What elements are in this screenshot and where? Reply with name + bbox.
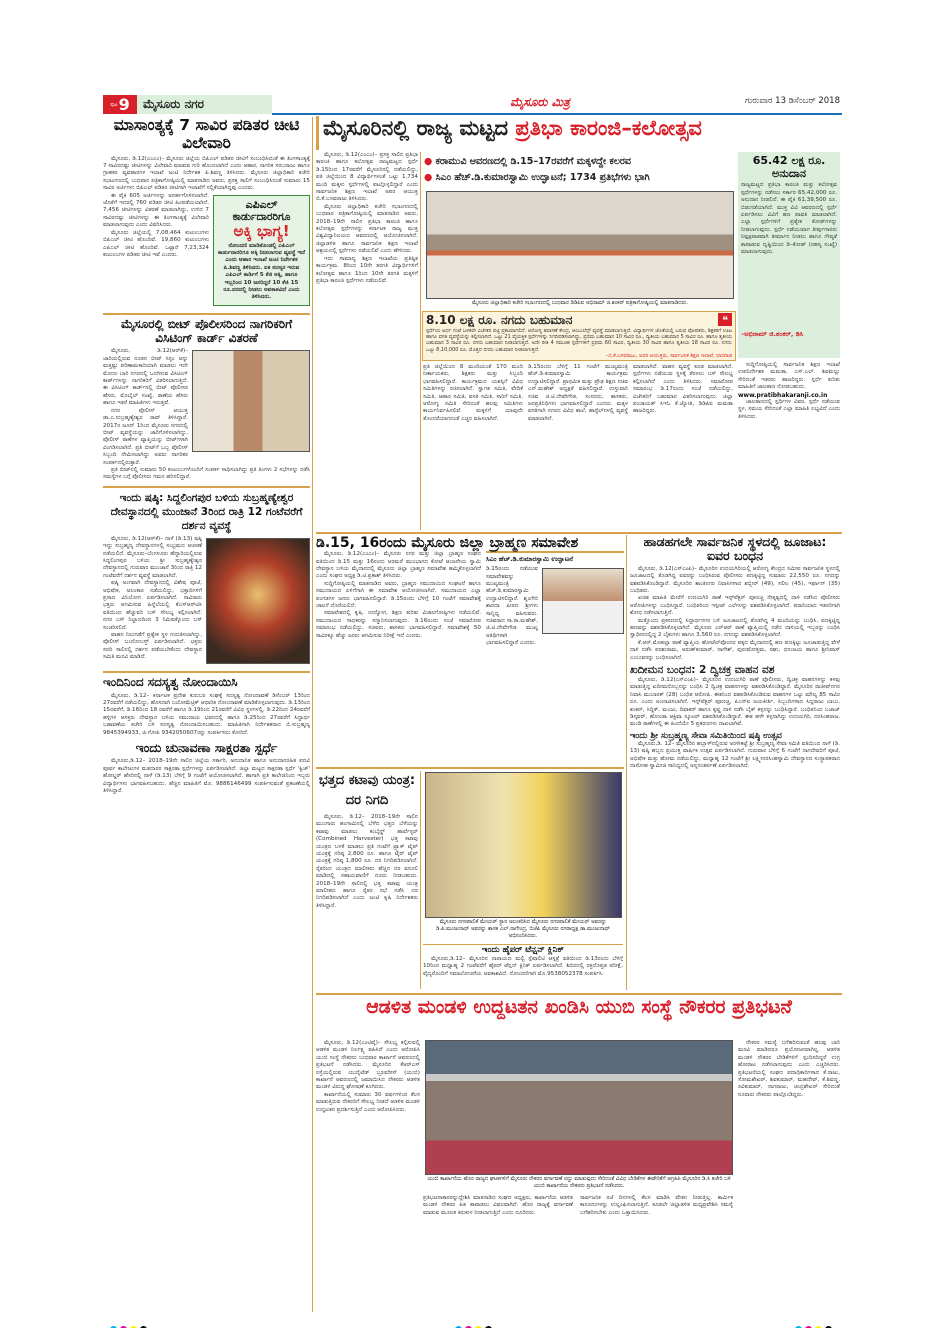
paragraph: ಷಷ್ಠಿ ಅಂಗವಾಗಿ ದೇವಸ್ಥಾನದಲ್ಲಿ ವಿಶೇಷ ಪೂಜೆ, ಅಭಿಷೇಕ, ಅಲಂಕಾರ ನಡೆಯಲಿದ್ದು, ಭಕ್ತಾದಿಗಳಿಗೆ ಪ್ರಸಾದ ವಿನಿಯೋಗ ಏರ್ಪಡಿಸಲಾಗಿದೆ. ಸಾವಿರಾರು ಭಕ್ತರು ಆಗಮಿಸುವ ಹಿನ್ನೆಲೆಯಲ್ಲಿ ಕೆಎಸ್‌ಆರ್‌ಟಿಸಿ ವತಿಯಿಂದ ಹೆಚ್ಚುವರಿ ಬಸ್ ಸೌಲಭ್ಯ ಕಲ್ಪಿಸಲಾಗಿದೆ. ನಗರ ಬಸ್ ನಿಲ್ದಾಣದಿಂದ 3 ನಿಮಿಷಕ್ಕೊಂದು ಬಸ್ ಸಂಚರಿಸಲಿದೆ. <box>103 580 202 631</box>
paragraph: ಮೈಸೂರು, ಡಿ.12(ಎಂಎಂ)– ಮೈಸೂರು ನಗರ ಮತ್ತು ಜಿಲ್ಲಾ ಬ್ರಾಹ್ಮಣ ಸಂಘದ ವತಿಯಿಂದ ಡಿ.15 ಮತ್ತು 16ರಂದು ಅರಮನೆ ಮುಂಭಾಗದ ಕೋಟೆ ಆಂಜನೇಯ ಸ್ವಾಮಿ ದೇವಸ್ಥಾನ ಬಳಿಯ ಮೈದಾನದಲ್ಲಿ ಮೈಸೂರು ಜಿಲ್ಲಾ ಬ್ರಾಹ್ಮಣ ಸಮಾವೇಶ ಹಮ್ಮಿಕೊಳ್ಳಲಾಗಿದೆ ಎಂದು ಸಂಘದ ಅಧ್ಯಕ್ಷ ಡಿ.ಟಿ.ಪ್ರಕಾಶ್ ತಿಳಿಸಿದರು. <box>316 551 481 580</box>
lead-body-left <box>316 152 418 530</box>
divider <box>103 671 310 673</box>
bullet-item <box>424 170 734 186</box>
sub-body: ಡಿ.15ರಂದು ನಡೆಯುವ ಸಮಾವೇಶವನ್ನು ಮುಖ್ಯಮಂತ್ರಿ ಹೆಚ್.ಡಿ.ಕುಮಾರಸ್ವಾಮಿ ಉದ್ಘಾಟಿಸಲಿದ್ದಾರೆ. ಶೃಂಗೇರಿ ಶಾರದಾ ಪೀಠದ ಶ್ರೀಗಳು ಸಾನ್ನಿಧ್ಯ ವಹಿಸುವರು. ಸಚಿವರಾದ ಸಾ.ರಾ.ಮಹೇಶ್, ಜಿ.ಟಿ.ದೇವೇಗೌಡ ಮುಖ್ಯ ಅತಿಥಿಗಳಾಗಿ ಭಾಗವಹಿಸಲಿದ್ದಾರೆ ಎಂದರು. <box>486 566 538 647</box>
lead-col-1: ಪ್ರತಿ ಜಿಲ್ಲೆಯಿಂದ 8 ಮಂದಿಯಂತೆ 170 ಮಂದಿ ನಿರ್ಣಾಯಕರು, ಶಿಕ್ಷಕರು ಮತ್ತು ಸಿಬ್ಬಂದಿ ಭಾಗವಹಿಸಲಿದ್ದಾರೆ. ಕಾರ್ಯಕ್ರಮದ ಯಶಸ್ಸಿಗೆ ವಿವಿಧ ಸಮಿತಿಗಳನ್ನು ರಚಿಸಲಾಗಿದೆ. ಸ್ವಾಗತ ಸಮಿತಿ, ವೇದಿಕೆ ಸಮಿತಿ, ಆಹಾರ ಸಮಿತಿ, ವಸತಿ ಸಮಿತಿ, ಸಾರಿಗೆ ಸಮಿತಿ, ಆರೋಗ್ಯ ಸಮಿತಿ ಸೇರಿದಂತೆ ಹಲವು ಸಮಿತಿಗಳು ಕಾರ್ಯನಿರ್ವಹಿಸಲಿವೆ. ಮಕ್ಕಳಿಗೆ ಯಾವುದೇ ತೊಂದರೆಯಾಗದಂತೆ ಎಚ್ಚರ ವಹಿಸಲಾಗಿದೆ. <box>423 364 523 422</box>
paragraph: ಮತ್ತೊಂದು ಪ್ರಕರಣದಲ್ಲಿ ಸಿದ್ದಾರ್ಥನಗರ ಬಳಿ ಜೂಜಾಟದಲ್ಲಿ ತೊಡಗಿದ್ದ 4 ಮಂದಿಯನ್ನು ಬಂಧಿಸಿ, ಪಣಕ್ಕಿಟ್ಟಿದ್ದ ಹಣವನ್ನು ವಶಪಡಿಸಿಕೊಳ್ಳಲಾಗಿದೆ. ಮೈಸೂರು ಎನ್‌ಆರ್ ಠಾಣೆ ವ್ಯಾಪ್ತಿಯಲ್ಲಿ ನಡೆದ ದಾಳಿಯಲ್ಲಿ ಇಬ್ಬರನ್ನು ಬಂಧಿಸಿ ಸ್ವಾಧೀನದಲ್ಲಿದ್ದ 2 ಬೈಕುಗಳು ಹಾಗೂ 3,560 ರೂ. ನಗದನ್ನು ವಶಪಡಿಸಿಕೊಳ್ಳಲಾಗಿದೆ. <box>630 617 840 639</box>
paragraph: ನಗರ ಪೊಲೀಸ್ ಆಯುಕ್ತ ಡಾ.ಎ.ಸುಬ್ರಹ್ಮಣ್ಯೇಶ್ವರ ರಾವ್ ತಿಳಿಸಿದ್ದಾರೆ. 2017ರ ಜೂನ್ 1ರಿಂದ ಮೈಸೂರು ನಗರದಲ್ಲಿ ಬೀಟ್ ವ್ಯವಸ್ಥೆಯನ್ನು ಜಾರಿಗೊಳಿಸಲಾಗಿದ್ದು, ಪೊಲೀಸ್ ಠಾಣೆಗಳ ವ್ಯಾಪ್ತಿಯನ್ನು ಬೀಟ್‌ಗಳಾಗಿ ವಿಂಗಡಿಸಲಾಗಿದೆ. ಪ್ರತಿ ಬೀಟ್‌ಗೆ ಒಬ್ಬ ಪೊಲೀಸ್ ಸಿಬ್ಬಂದಿ ನೇಮಿಸಲಾಗಿದ್ದು ಅವರು ನಾಗರಿಕರ ಸಂಪರ್ಕದಲ್ಲಿರುತ್ತಾರೆ. <box>103 407 188 466</box>
lead-headline-black: ಮೈಸೂರಿನಲ್ಲಿ ರಾಜ್ಯ ಮಟ್ಟದ <box>323 116 509 140</box>
article-body: ಮೈಸೂರು,ಡಿ. 12– ಮೈಸೂರಿನ ಹಬ್ಬಾಳ್‌ನಲ್ಲಿರುವ ಅರಳೀಕಟ್ಟೆ ಶ್ರೀ ಸುಬ್ರಹ್ಮಣ್ಯ ಸೇವಾ ಸಮಿತಿ ವತಿಯಿಂದ ನಾಳೆ (ಡಿ. 13) ಷಷ್ಠಿ ಹಬ್ಬದ ಪ್ರಯುಕ್ತ ವಾರ್ಷಿಕ ಉತ್ಸವ ಏರ್ಪಡಿಸಲಾಗಿದೆ. ಗುರುವಾರ ಬೆಳಿಗ್ಗೆ 6 ಗಂಟೆಗೆ ನಾಗದೇವರಿಗೆ ಪೂಜೆ, ಅಭಿಷೇಕ ಮತ್ತು ಹೋಮ ನಡೆಯಲಿದ್ದು, ಮಧ್ಯಾಹ್ನ 12 ಗಂಟೆಗೆ ಶ್ರೀ ಲಕ್ಷ್ಮೀನರಸಿಂಹಸ್ವಾಮಿ ದೇವಸ್ಥಾನದ ಸಂಸ್ಥಾಪಕರಾದ ದಾಸೋಹ ಸ್ವಾಮೀಜಿ ಸಾನಿಧ್ಯದಲ್ಲಿ ಅನ್ನಸಂತರ್ಪಣೆ ಏರ್ಪಡಿಸಲಾಗಿದೆ. <box>630 740 840 770</box>
article-body <box>103 155 310 301</box>
paragraph: ಸುದ್ದಿಗೋಷ್ಠಿಯಲ್ಲಿ ಮಾತನಾಡಿದ ಅವರು, ಬ್ರಾಹ್ಮಣ ಸಮುದಾಯದ ಸಂಘಟನೆ ಹಾಗೂ ಸಮುದಾಯದ ಏಳಿಗೆಗಾಗಿ ಈ ಸಮಾವೇಶ ಆಯೋಜಿಸಲಾಗಿದೆ. ಸಮುದಾಯದ ಎಲ್ಲಾ ಪಂಗಡಗಳ ಜನರು ಭಾಗವಹಿಸಲಿದ್ದಾರೆ. ಡಿ.15ರಂದು ಬೆಳಿಗ್ಗೆ 10 ಗಂಟೆಗೆ ಸಮಾವೇಶಕ್ಕೆ ಚಾಲನೆ ದೊರೆಯಲಿದೆ. <box>316 580 481 609</box>
grant-box <box>738 152 840 358</box>
prize-body: ಸ್ಪರ್ಧೆಯ ಅರ್ಧ ಗಂಟೆ ಬಳಿಕವೇ ವಿಜೇತರ ಪಟ್ಟಿ ಪ್ರಕಟವಾಗಲಿದೆ. ಆರೋಗ್ಯ ತಪಾಸಣೆ ಕೇಂದ್ರ, ಆಂಬುಲೆನ್ಸ್ ವ್ಯವಸ್ಥೆ ಮಾಡಲಾಗುತ್ತಿದೆ. ವಿದ್ಯಾರ್ಥಿಗಳ ಜೊತೆಯಲ್ಲಿ ಬರುವ ಪೋಷಕರು, ಶಿಕ್ಷಕರಿಗೆ ಊಟ ಹಾಗೂ ವಸತಿ ವ್ಯವಸ್ಥೆಯನ್ನು ಕಲ್ಪಿಸಲಾಗಿದೆ. ಒಟ್ಟು 21 ವೈಯಕ್ತಿಕ ಸ್ಪರ್ಧೆಗಳನ್ನು ನಿಗದಿಪಡಿಸಲಾಗಿದ್ದು, ಪ್ರಥಮ ಬಹುಮಾನ 10 ಸಾವಿರ ರೂ., ದ್ವಿತೀಯ ಬಹುಮಾನ 5 ಸಾವಿರ ರೂ. ಹಾಗೂ ತೃತೀಯ ಬಹುಮಾನ 3 ಸಾವಿರ ರೂ. ನಗದು ಬಹುಮಾನ ನೀಡಲಾಗುತ್ತದೆ. ಅದೇ ರೀತಿ 4 ಸಮೂಹ ಸ್ಪರ್ಧೆಗಳಿಗೆ ಪ್ರಥಮ 60 ಸಾವಿರ, ದ್ವಿತೀಯ 30 ಸಾವಿರ ಹಾಗೂ ತೃತೀಯ 18 ಸಾವಿರ ರೂ. ನಗದು ಒಟ್ಟು 8,10,000 ರೂ. ಮೊತ್ತದ ನಗದು ಬಹುಮಾನ ನೀಡಲಾಗುತ್ತದೆ. <box>426 328 732 353</box>
article-harvester-rate <box>316 771 418 991</box>
paragraph: ಪ್ರತಿ ಬೀಟ್‌ನಲ್ಲಿ ಸುಮಾರು 50 ಕುಟುಂಬಗಳೊಂದಿಗೆ ಸಂಪರ್ಕ ಸಾಧಿಸಲಾಗಿದ್ದು ಪ್ರತಿ ತಿಂಗಳು 2 ಸಭೆಗಳನ್ನು ನಡೆಸಿ ಸಮಸ್ಯೆಗಳ ಬಗ್ಗೆ ಪೊಲೀಸರು ಗಮನ ಹರಿಸಲಿದ್ದಾರೆ. <box>103 466 310 481</box>
column-divider <box>420 771 421 989</box>
headline: ಇಂದು ಷಷ್ಠಿ: ಸಿದ್ದಲಿಂಗಪುರ ಬಳಿಯ ಸುಬ್ರಹ್ಮಣ್ಯೇಶ್ವರ ದೇವಸ್ಥಾನದಲ್ಲಿ ಮುಂಜಾನೆ 3ರಿಂದ ರಾತ್ರಿ 12 ಗಂಟೆವರೆಗೆ ದರ್ಶನ ವ್ಯವಸ್ಥೆ <box>110 491 303 532</box>
protest-body-mid-2: ಸಾರ್ವಜನಿಕ ರಜೆ ದಿನಗಳಲ್ಲಿ ಕೆಲಸ ಮಾಡಿಸಿ ವೇತನ ನೀಡುತ್ತಿಲ್ಲ. ಕಾರ್ಮಿಕ ಕಾನೂನುಗಳನ್ನು ಉಲ್ಲಂಘಿಸಲಾಗುತ್ತಿದೆ. ಕೂಡಲೇ ಜಿಲ್ಲಾಡಳಿತ ಮಧ್ಯಪ್ರವೇಶಿಸಿ ಸಮಸ್ಯೆ ಬಗೆಹರಿಸಬೇಕು ಎಂದು ಒತ್ತಾಯಿಸಿದರು. <box>580 1195 733 1216</box>
headline: ಇಂದು ಹೈಪರ್ ಟೆನ್ಷನ್ ಕ್ಲಿನಿಕ್ <box>482 946 564 955</box>
registration-marks-left <box>110 1318 170 1328</box>
divider <box>316 532 842 534</box>
cm-inauguration-box <box>486 551 624 647</box>
protest-body-left <box>316 1040 420 1242</box>
temple-deity-photo <box>206 538 310 664</box>
beat-police-photo <box>192 350 310 452</box>
article-body <box>630 566 840 662</box>
lead-col-2: ಡಿ.15ರಂದು ಬೆಳಿಗ್ಗೆ 11 ಗಂಟೆಗೆ ಮುಖ್ಯಮಂತ್ರಿ ಹೆಚ್.ಡಿ.ಕುಮಾರಸ್ವಾಮಿ ಕಾರ್ಯಕ್ರಮ ಉದ್ಘಾಟಿಸಲಿದ್ದಾರೆ. ಪ್ರಾಥಮಿಕ ಮತ್ತು ಪ್ರೌಢ ಶಿಕ್ಷಣ ಸಚಿವ ಎನ್.ಮಹೇಶ್ ಅಧ್ಯಕ್ಷತೆ ವಹಿಸಲಿದ್ದಾರೆ. ಉಸ್ತುವಾರಿ ಸಚಿವ ಜಿ.ಟಿ.ದೇವೇಗೌಡ, ಸಂಸದರು, ಶಾಸಕರು, ಜನಪ್ರತಿನಿಧಿಗಳು ಭಾಗವಹಿಸಲಿದ್ದಾರೆ ಎಂದರು. ಮಕ್ಕಳ ವಸತಿಗಾಗಿ ನಗರದ ವಿವಿಧ ಶಾಲೆ, ಹಾಸ್ಟೆಲ್‌ಗಳಲ್ಲಿ ವ್ಯವಸ್ಥೆ ಮಾಡಲಾಗಿದೆ. <box>528 364 628 422</box>
divider <box>423 944 623 945</box>
article-body <box>103 758 310 795</box>
article-body: ಮೈಸೂರು, ಡಿ.12(ಎಸ್‌ಎಂಪಿ)– ಮೈಸೂರಿನ ಉದಯಗಿರಿ ಠಾಣೆ ಪೊಲೀಸರು, ದ್ವಿಚಕ್ರ ವಾಹನಗಳನ್ನು ಕಳವು ಮಾಡುತ್ತಿದ್ದ ಖದೀಮನೊಬ್ಬನನ್ನು ಬಂಧಿಸಿ 2 ದ್ವಿಚಕ್ರ ವಾಹನಗಳನ್ನು ವಶಪಡಿಸಿಕೊಂಡಿದ್ದಾರೆ. ಮೈಸೂರಿನ ರಾಜೀವ್‌ನಗರ ನಿವಾಸಿ ಮುಬಾರಕ್ (28) ಬಂಧಿತ ಆರೋಪಿ. ಈತನಿಂದ ವಶಪಡಿಸಿಕೊಂಡಿರುವ ವಾಹನಗಳ ಒಟ್ಟು ಮೌಲ್ಯ 85 ಸಾವಿರ ರೂ. ಎಂದು ಅಂದಾಜಿಸಲಾಗಿದೆ. ಇನ್ಸ್‌ಪೆಕ್ಟರ್ ಪೂಣಚ್ಚ, ಪಿಎಸ್‌ಐ ಜಯಕೀರ್ತಿ, ಸಿಬ್ಬಂದಿಗಳಾದ ಸಿದ್ದರಾಜು ಬಾಬು, ಶಂಕರ್, ಸಿದ್ದಿಕ್, ಮಂಜು, ದಿವಾಕರ್ ಹಾಗೂ ಕೃಷ್ಣ ದಾಳಿ ನಡೆಸಿ ಬೈಕ್ ಕಳ್ಳನನ್ನು ಬಂಧಿಸಿದ್ದಾರೆ. ಬಂಧಿತನಿಂದ ಬಜಾಜ್ ಡಿಸ್ಕವರ್, ಹೋಂಡಾ ಆಕ್ಟಿವಾ ಸ್ಕೂಟರ್ ವಶಪಡಿಸಿಕೊಂಡಿದ್ದಾರೆ. ಈತ ಹಳೇ ಕಳ್ಳನಾಗಿದ್ದು ಉದಯಗಿರಿ, ನರಸಿಂಹರಾಜ, ಮಂಡಿ ಠಾಣೆಗಳಲ್ಲಿ ಈ ಹಿಂದೆಯೇ 5 ಪ್ರಕರಣಗಳು ದಾಖಲಾಗಿವೆ. <box>630 677 840 728</box>
paragraph: ಸುದ್ದಿಗೋಷ್ಠಿಯಲ್ಲಿ ಸಾರ್ವಜನಿಕ ಶಿಕ್ಷಣ ಇಲಾಖೆ ಉಪನಿರ್ದೇಶಕ ಮಮತಾ, ಎಸ್.ಎಲ್. ಶಿವಮಲ್ಲು ಸೇರಿದಂತೆ ಇತರರು ಹಾಜರಿದ್ದರು. ಸ್ಪರ್ಧೆ ಕುರಿತು ಮಾಹಿತಿಗೆ ಜಾಲತಾಣ ನೋಡಬಹುದು. <box>738 362 840 391</box>
registration-marks-center <box>455 1318 515 1328</box>
paragraph: ಇದು ಸಾಮಾನ್ಯ ಶಿಕ್ಷಣ ಇಲಾಖೆಯ ಪ್ರತಿಷ್ಠಿತ ಕಾರ್ಯಕ್ರಮ. 8ರಿಂದ 10ನೇ ತರಗತಿ ವಿದ್ಯಾರ್ಥಿಗಳಿಗೆ ಕಲೋತ್ಸವ ಹಾಗೂ 1ರಿಂದ 10ನೇ ತರಗತಿ ಮಕ್ಕಳಿಗೆ ಪ್ರತಿಭಾ ಕಾರಂಜಿ ಸ್ಪರ್ಧೆಗಳು ನಡೆಯಲಿವೆ. <box>316 255 418 284</box>
box-title: ಕಾರ್ಡುದಾರರಿಗೂ <box>232 211 291 224</box>
paragraph: ಮೈಸೂರು,ಡಿ.12– 2018–19ನೇ ಸಾಲಿನ ಜಿಲ್ಲೆಯ ಸರ್ಕಾರಿ, ಅನುದಾನಿತ ಹಾಗೂ ಅನುದಾನರಹಿತ ಪದವಿ ಪೂರ್ವ ಕಾಲೇಜುಗಳ ಮತದಾರರ ಸಾಕ್ಷರತಾ ಸ್ಪರ್ಧೆಗಳನ್ನು ಏರ್ಪಡಿಸಲಾಗಿದೆ. ಜಿಲ್ಲಾ ಮಟ್ಟದ ಸಾಕ್ಷರತಾ ಸ್ಪರ್ಧೆ 'ಕ್ವಿಜ್' ಹೋಲ್ಡರ್ ಹೆಸರಿನಲ್ಲಿ ನಾಳೆ (ಡಿ.13) ಬೆಳಿಗ್ಗೆ 9 ಗಂಟೆಗೆ ಆಯೋಜಿಸಲಾಗಿದೆ. ಹಾಗಾಗಿ ಪ್ರತಿ ಕಾಲೇಜಿನಿಂದ ಇಬ್ಬರು ವಿದ್ಯಾರ್ಥಿಗಳು ಭಾಗವಹಿಸಬಹುದು. ಹೆಚ್ಚಿನ ಮಾಹಿತಿಗೆ ಮೊ. 9886146499 ಸಂಪರ್ಕಿಸುವಂತೆ ಪ್ರಕಟಣೆಯಲ್ಲಿ ತಿಳಿಸಿದ್ದಾರೆ. <box>103 758 310 794</box>
divider <box>316 767 624 769</box>
headline: ಭತ್ತದ ಕಟಾವು ಯಂತ್ರ: ದರ ನಿಗದಿ <box>318 773 416 808</box>
article-shashti-festival <box>630 731 840 771</box>
grant-body: ರಾಜ್ಯಮಟ್ಟದ ಪ್ರತಿಭಾ ಕಾರಂಜಿ ಮತ್ತು ಕಲೋತ್ಸವ ಸ್ಪರ್ಧೆಗಳನ್ನು ನಡೆಸಲು ಸರ್ಕಾರ 65,42,000 ರೂ. ಅನುದಾನ ನೀಡಲಿದೆ. ಈ ಪೈಕಿ 61,39,500 ರೂ. ಬಿಡುಗಡೆಯಾಗಿದೆ. ಮುಕ್ತ ವಿವಿ ಆವರಣದಲ್ಲಿ ಸ್ಪರ್ಧೆ ಏರ್ಪಡಿಸಲು ವಿವಿಗೆ ಹಣ ಪಾವತಿ ಮಾಡಲಾಗಿದೆ. ಎಲ್ಲಾ ಸ್ಪರ್ಧೆಗಳಿಗೆ ಪ್ರತ್ಯೇಕ ಕೋಡ್‌ಗಳನ್ನು ನೀಡಲಾಗುವುದು. ಸ್ಪರ್ಧೆ ನಡೆಯುವಾಗ ತೀರ್ಪುಗಾರರು ನಿಷ್ಪಕ್ಷಪಾತವಾಗಿ ತೀರ್ಮಾನ ನೀಡಲು ಹಾಗೂ ಗೌಪ್ಯತೆ ಕಾಪಾಡುವ ದೃಷ್ಟಿಯಿಂದ ಡಿ–ಕೋಡ್ (ರಹಸ್ಯ ಸಂಖ್ಯೆ) ಮಾಡಲಾಗುವುದು. <box>741 182 837 255</box>
masthead-logo: ಮೈಸೂರು ಮಿತ್ರ <box>510 95 570 109</box>
paragraph: ಜಾಲತಾಣದಲ್ಲಿ ಸ್ಪರ್ಧಿಗಳ ವಿವರ, ಸ್ಪರ್ಧೆ ನಡೆಯುವ ಸ್ಥಳ, ಸಮಯ ಸೇರಿದಂತೆ ಎಲ್ಲಾ ಮಾಹಿತಿ ಲಭ್ಯವಿದೆ ಎಂದು ತಿಳಿಸಿದರು. <box>738 399 840 420</box>
box-title: ಎಪಿಎಲ್ <box>245 197 278 211</box>
article-membership <box>103 676 310 737</box>
headline: ಹಾಡಹಗಲೇ ಸಾರ್ವಜನಿಕ ಸ್ಥಳದಲ್ಲಿ ಜೂಜಾಟ: ಐವರ ಬಂಧನ <box>643 535 827 564</box>
grant-headline: 65.42 ಲಕ್ಷ ರೂ. ಅನುದಾನ <box>752 154 826 180</box>
page-number: 9 <box>118 95 130 114</box>
paragraph: ಮೈಸೂರು ಜಿಲ್ಲೆಯಲ್ಲಿ 7,08,464 ಕುಟುಂಬಗಳು ಬಿಪಿಎಲ್ ಚೀಟಿ ಹೊಂದಿವೆ. 19,860 ಕುಟುಂಬಗಳು ಎಪಿಎಲ್ ಚೀಟಿ ಹೊಂದಿವೆ. ಒಟ್ಟಾರೆ 7,23,324 ಕುಟುಂಬಗಳ ಪಡಿತರ ಚೀಟಿ ಇವೆ ಎಂದರು. <box>103 229 209 258</box>
article-body <box>316 551 481 640</box>
website-link[interactable]: www.pratibhakaranji.co.in <box>738 391 828 399</box>
article-thief-arrest <box>630 664 840 729</box>
article-shashti-darshan <box>103 491 310 667</box>
lead-headline <box>316 116 842 150</box>
paragraph: ಕಾರ್ಖಾನೆಯಲ್ಲಿ ಸುಮಾರು 30 ವರ್ಷಗಳಿಂದ ಕೆಲಸ ಮಾಡುತ್ತಿರುವ ನೌಕರರಿಗೆ ಸೌಲಭ್ಯ ನೀಡದೆ ಆಡಳಿತ ಮಂಡಳಿ ಉದ್ದಟತನ ಪ್ರದರ್ಶಿಸುತ್ತಿದೆ ಎಂದು ಆರೋಪಿಸಿದರು. <box>316 1091 420 1113</box>
prize-box <box>422 311 736 361</box>
article-hypertension-clinic <box>423 946 623 990</box>
protest-photo <box>425 1040 733 1175</box>
paragraph: ವಾಹನ ನಿಲುಗಡೆಗೆ ಪ್ರತ್ಯೇಕ ಸ್ಥಳ ಗುರುತಿಸಲಾಗಿದ್ದು, ಪೊಲೀಸ್ ಬಂದೋಬಸ್ತ್ ಏರ್ಪಡಿಸಲಾಗಿದೆ. ಭಕ್ತರು ಸರದಿ ಸಾಲಿನಲ್ಲಿ ದರ್ಶನ ಪಡೆಯಬೇಕೆಂದು ದೇವಸ್ಥಾನ ಸಮಿತಿ ಮನವಿ ಮಾಡಿದೆ. <box>103 632 202 661</box>
page-badge <box>103 95 137 114</box>
sub-body-wrap <box>486 566 624 647</box>
column-divider <box>312 117 313 1312</box>
headline: ಇಂದು ಚುನಾವಣಾ ಸಾಕ್ಷರತಾ ಸ್ಪರ್ಧೆ <box>135 741 278 755</box>
article-beat-police <box>103 318 310 482</box>
bullet-text: ಕರಾಮುವಿ ಆವರಣದಲ್ಲಿ ಡಿ.15–17ರವರೆಗೆ ಮಕ್ಕಳದ್ದೇ ಕಲರವ <box>435 156 632 167</box>
photo-caption: ಯುಬಿ ಕಾರ್ಖಾನೆಯ ಹೊರ ರಾಜ್ಯದ ಘಟಕಗಳಿಗೆ ಮೈಸೂರು ನೌಕರರ ವರ್ಗಾವಣೆ ರದ್ದು ಮಾಡುವುದು ಸೇರಿದಂತೆ ವಿವಿಧ ಬೇಡಿಕೆಗಳ ಈಡೇರಿಕೆಗೆ ಆಗ್ರಹಿಸಿ ಮೈಸೂರಿನ ಡಿ.ಸಿ ಕಚೇರಿ ಬಳಿ ಯುಬಿ ಕಾರ್ಖಾನೆಯ ನೌಕರರು ಪ್ರತಿಭಟನೆ ನಡೆಸಿದರು. <box>427 1176 731 1189</box>
prize-headline: 8.10 ಲಕ್ಷ ರೂ. ನಗದು ಬಹುಮಾನ <box>426 313 573 327</box>
article-body: ಮೈಸೂರು,ಡಿ.12– ಮೈಸೂರಿನ ನಾರಾಯಣ ಮಲ್ಟಿ ಸ್ಪೆಷಾಲಿಟಿ ಆಸ್ಪತ್ರೆ ವತಿಯಿಂದ ಡಿ.13ರಂದು ಬೆಳಿಗ್ಗೆ 10ರಿಂದ ಮಧ್ಯಾಹ್ನ 2 ಗಂಟೆವರೆಗೆ ಹೈಪರ್ ಟೆನ್ಷನ್ ಕ್ಲಿನಿಕ್ ಏರ್ಪಡಿಸಲಾಗಿದೆ. ಶಿಬಿರದಲ್ಲಿ ರಕ್ತದೊತ್ತಡ ಪರೀಕ್ಷೆ, ವೈದ್ಯರೊಂದಿಗೆ ಸಮಾಲೋಚನೆಯ ಅವಕಾಶವಿದೆ. ನೋಂದಣಿಗಾಗಿ ಮೊ.9538052378 ಸಂಪರ್ಕಿಸಿ. <box>423 955 623 977</box>
article-body <box>103 693 310 737</box>
article-gambling-arrest <box>630 535 840 662</box>
photo-caption: ಮೈಸೂರು ಜಿಲ್ಲಾಧಿಕಾರಿ ಕಚೇರಿ ಸಭಾಂಗಣದಲ್ಲಿ ಬುಧವಾರ ಡಿಡಿಪಿಐ ಅಭಿರಾಮ್ ಜಿ.ಶಂಕರ್ ಪತ್ರಿಕಾಗೋಷ್ಠಿಯಲ್ಲಿ ಮಾತನಾಡಿದರು. <box>471 300 689 306</box>
article-election-quiz <box>103 741 310 795</box>
divider <box>103 486 310 488</box>
page-badge-label: ಪುಟ <box>110 101 118 108</box>
paragraph: ಮೈಸೂರು, ಡಿ.12(ಆರ್‌ಕೆ)– ನಾಳೆ (ಡಿ.13) ಷಷ್ಠಿ ಇದ್ದು ಸುಬ್ರಹ್ಮಣ್ಯ ದೇವಸ್ಥಾನಗಳಲ್ಲಿ ಸಂಭ್ರಮದ ಆಚರಣೆ ನಡೆಯಲಿದೆ. ಮೈಸೂರು–ಬೆಂಗಳೂರು ಹೆದ್ದಾರಿಯಲ್ಲಿರುವ ಸಿದ್ದಲಿಂಗಪುರ ಬಳಿಯ ಶ್ರೀ ಸುಬ್ರಹ್ಮಣ್ಯೇಶ್ವರ ದೇವಸ್ಥಾನದಲ್ಲಿ ಗುರುವಾರ ಮುಂಜಾನೆ 3ರಿಂದ ರಾತ್ರಿ 12 ಗಂಟೆವರೆಗೆ ದರ್ಶನ ವ್ಯವಸ್ಥೆ ಮಾಡಲಾಗಿದೆ. <box>103 535 202 579</box>
paragraph: ಸಮಾವೇಶದಲ್ಲಿ ಕೃಷಿ, ಉದ್ಯೋಗ, ಶಿಕ್ಷಣ ಕುರಿತು ವಿಚಾರಗೋಷ್ಠಿಗಳು ನಡೆಯಲಿವೆ. ಸಮುದಾಯದ ಸಾಧಕರನ್ನು ಸನ್ಮಾನಿಸಲಾಗುವುದು. ಡಿ.16ರಂದು ಸಂಜೆ ಸಮಾರೋಪ ಸಮಾರಂಭ ನಡೆಯಲಿದ್ದು, ಸಚಿವರು, ಶಾಸಕರು ಭಾಗವಹಿಸಲಿದ್ದಾರೆ. ಸಮಾವೇಶಕ್ಕೆ 50 ಸಾವಿರಕ್ಕೂ ಹೆಚ್ಚು ಜನರು ಆಗಮಿಸುವ ನಿರೀಕ್ಷೆ ಇದೆ ಎಂದರು. <box>316 610 481 639</box>
paragraph: ಮೈಸೂರು, ಡಿ.12(ಎಂಎಂ)– ಪ್ರಸಕ್ತ ಸಾಲಿನ ಪ್ರತಿಭಾ ಕಾರಂಜಿ ಹಾಗೂ ಕಲೋತ್ಸವ ರಾಜ್ಯಮಟ್ಟದ ಸ್ಪರ್ಧೆ ಡಿ.15ರಿಂದ 17ರವರೆಗೆ ಮೈಸೂರಿನಲ್ಲಿ ನಡೆಯಲಿದ್ದು, ಪತಿ ಜಿಲ್ಲೆಯಿಂದ 8 ವಿದ್ಯಾರ್ಥಿಗಳಂತೆ ಒಟ್ಟು 1,734 ಮಂದಿ ಮಕ್ಕಳು ಸ್ಪರ್ಧೆಗಳಲ್ಲಿ ಪಾಲ್ಗೊಳ್ಳಲಿದ್ದಾರೆ ಎಂದು ಸಾರ್ವಜನಿಕ ಶಿಕ್ಷಣ ಇಲಾಖೆ ಅಪರ ಆಯುಕ್ತ ಬಿ.ಕೆ.ಬಸವರಾಜು ತಿಳಿಸಿದರು. <box>316 152 418 203</box>
paragraph: ಮೈಸೂರು, ಡಿ.12– ಕರ್ನಾಟಕ ಪ್ರದೇಶ ಕುರುಬರ ಸಂಘಕ್ಕೆ ಸದಸ್ಯತ್ವ ನೋಂದಾವಣೆ ಡಿಸೆಂಬರ್ 13ರಿಂದ 27ರವರೆಗೆ ನಡೆಯಲಿದ್ದು, ಹೊಸದಾಗಿ ಬಯೋಮೆಟ್ರಿಕ್ ಆಧಾರಿತ ನೋಂದಾವಣೆ ಮಾಡಿಕೊಳ್ಳಲಾಗುವುದು. ಡಿ.13ರಿಂದ 15ರವರೆಗೆ, ಡಿ.16ರಿಂದ 18 ರವರೆಗೆ ಹಾಗೂ ಡಿ.19ರಿಂದ 21ರವರೆಗೆ ವಿವಿಧ ಸ್ಥಳಗಳಲ್ಲಿ, ಡಿ.22ರಿಂದ 24ರವರೆಗೆ ಹಳ್ಳಿಗಳ ಆಸಕ್ತರು ದೇವಸ್ಥಾನ ಬಳಿಯ ಸಮುದಾಯ ಭವನದಲ್ಲಿ ಹಾಗೂ ಡಿ.25ರಿಂದ 27ರವರೆಗೆ ಸಿದ್ದಾರ್ಥ ಬಡಾವಣೆಯ ಕಚೇರಿ ಬಳಿ ಸದಸ್ಯತ್ವ ನೋಂದಾಯಿಸಬಹುದು. ಮಾಹಿತಿಗಾಗಿ ನಿರ್ದೇಶಕರಾದ ಬಿ.ಸುಬ್ರಹ್ಮಣ್ಯ 9845394933, ಜಿ.ಗೋಪಿ 9342050607ರನ್ನು ಸಂಪರ್ಕಿಸಲು ಕೋರಿದೆ. <box>103 692 310 736</box>
chief-minister-photo <box>542 568 624 634</box>
protest-body-right: ನೌಕರರ ಸಮಸ್ಯೆ ಬಗೆಹರಿಸುವಂತೆ ಹಲವು ಬಾರಿ ಮನವಿ ಮಾಡಿದರೂ ಪ್ರಯೋಜನವಾಗಿಲ್ಲ. ಆಡಳಿತ ಮಂಡಳಿ ನೌಕರರ ಬೇಡಿಕೆಗಳಿಗೆ ಸ್ಪಂದಿಸದಿದ್ದರೆ ಉಗ್ರ ಹೋರಾಟ ನಡೆಸಲಾಗುವುದು ಎಂದು ಎಚ್ಚರಿಸಿದರು. ಪ್ರತಿಭಟನೆಯಲ್ಲಿ ಸಂಘದ ಪದಾಧಿಕಾರಿಗಳಾದ ಕೆ.ರಾಜು, ಸೋಮಶೇಖರ್, ಶಿವಕುಮಾರ್, ಮಹದೇವ್, ಕೆ.ಶಿವಣ್ಣ, ರವಿಕುಮಾರ್, ನಾಗರಾಜು, ಚಂದ್ರಶೇಖರ್ ಸೇರಿದಂತೆ ನೂರಾರು ನೌಕರರು ಪಾಲ್ಗೊಂಡಿದ್ದರು. <box>738 1040 840 1098</box>
headline: ಡಿ.15, 16ರಂದು ಮೈಸೂರು ಜಿಲ್ಲಾ ಬ್ರಾಹ್ಮಣ ಸಮಾವೇಶ <box>316 535 579 551</box>
headline: ಮಾಸಾಂತ್ಯಕ್ಕೆ 7 ಸಾವಿರ ಪಡಿತರ ಚೀಟಿ ವಿಲೇವಾರಿ <box>113 117 300 152</box>
paragraph: ಕೆ.ಆರ್.ಮೊಹಲ್ಲಾ ಠಾಣೆ ವ್ಯಾಪ್ತಿಯ ಹೋಟೆಲ್‌ವೊಂದರ ಪಕ್ಕದ ಮೈದಾನದಲ್ಲಿ ಹಣ ಪಣಕ್ಕಿಟ್ಟು ಜೂಜಾಡುತ್ತಿದ್ದ ವೇಳೆ ದಾಳಿ ನಡೆಸಿ ಪರಶುರಾಮ, ಅರುಣ್‌ಕುಮಾರ್, ನಾಗೇಶ್, ಪುರುಷೋತ್ತಮ, ರಘು, ಧನಂಜಯ ಹಾಗೂ ಶ್ರೀನಿವಾಸ್ ಎಂಬುವರನ್ನು ಬಂಧಿಸಲಾಗಿದೆ. <box>630 639 840 661</box>
grant-after <box>738 362 840 530</box>
apl-rice-box <box>213 195 310 306</box>
registration-marks-right <box>795 1318 855 1328</box>
article-body: ಮೈಸೂರು, ಡಿ.12– 2018–19ನೇ ಸಾಲಿನ ಮುಂಗಾರು ಹಂಗಾಮಿನಲ್ಲಿ ಬೆಳೆದ ಭತ್ತದ ಬೆಳೆಯನ್ನು ಕಟಾವು ಮಾಡಲು ಕಂಬೈನ್ಡ್ ಹಾರ್ವೆಸ್ಟರ್ (Combined Harvester) ಭತ್ತ ಕಟಾವು ಯಂತ್ರದ ಬಳಕೆ ಮಾಡಲು ಪ್ರತಿ ಗಂಟೆಗೆ ಟ್ರ್ಯಾಕ್ ಟೈಪ್ ಯಂತ್ರಕ್ಕೆ ಗರಿಷ್ಠ 2,800 ರೂ. ಹಾಗೂ ಟೈರ್ ಟೈಪ್ ಯಂತ್ರಕ್ಕೆ ಗರಿಷ್ಠ 1,800 ರೂ. ದರ ನಿಗದಿಪಡಿಸಲಾಗಿದೆ. ರೈತರಿಂದ ಯಂತ್ರದ ಮಾಲೀಕರು ಹೆಚ್ಚಿನ ದರ ವಸೂಲಿ ಮಾಡಿದಲ್ಲಿ ಸಹಾಯವಾಣಿಗೆ ದೂರು ನೀಡಬಹುದು. 2018–19ನೇ ಸಾಲಿನಲ್ಲಿ ಭತ್ತ ಕಟಾವು ಯಂತ್ರ ಮಾಲೀಕರು ಹಾಗೂ ರೈತರ ಸಭೆ ನಡೆಸಿ ದರ ನಿಗದಿಪಡಿಸಲಾಗಿದೆ ಎಂದು ಜಂಟಿ ಕೃಷಿ ನಿರ್ದೇಶಕರು ತಿಳಿಸಿದ್ದಾರೆ. <box>316 814 418 909</box>
bullet-text: ಸಿಎಂ ಹೆಚ್.ಡಿ.ಕುಮಾರಸ್ವಾಮಿ ಉದ್ಘಾಟನೆ; 1734 ಪ್ರತಿಭೆಗಳು ಭಾಗಿ <box>435 172 650 183</box>
bullet-icon: ● <box>424 156 436 167</box>
paragraph: ಈ ಪೈಕಿ 605 ಅರ್ಜಿಗಳನ್ನು ಅನರ್ಹಗೊಳಿಸಲಾಗಿದೆ. ಜೊತೆಗೆ ಇದರಲ್ಲಿ 760 ಪಡಿತರ ಚೀಟಿ ಹಿಂಪಡೆಯಲಾಗಿದೆ. 7,456 ಚೀಟಿಗಳನ್ನು ವಿತರಣೆ ಮಾಡಲಾಗಿದ್ದು, ಉಳಿದ 7 ಸಾವಿರದಷ್ಟು ಚೀಟಿಗಳನ್ನು ಈ ತಿಂಗಳಾಂತ್ಯಕ್ಕೆ ವಿಲೇವಾರಿ ಮಾಡಲಾಗುವುದು ಎಂದು ವಿವರಿಸಿದರು. <box>103 192 209 229</box>
column-divider <box>626 535 627 990</box>
paragraph: ಮೈಸೂರು, ಡಿ.12(ಆರ್‌ಕೆ)– ಜಾರಿಯಲ್ಲಿರುವ ನೂತನ ಬೀಟ್ ಸಿಸ್ಟಂ ಅನ್ನು ಮತ್ತಷ್ಟು ಪರಿಣಾಮಕಾರಿಯಾಗಿ ಮಾಡಲು ಇದೇ ಮೊದಲ ಬಾರಿ ನಗರದಲ್ಲಿ ಒದಗಿಸುವ ವಿಸಿಟಿಂಗ್ ಕಾರ್ಡ್‌ಗಳನ್ನು ನಾಗರಿಕರಿಗೆ ವಿತರಿಸಲಾಗುತ್ತಿದೆ. ಈ ವಿಸಿಟಿಂಗ್ ಕಾರ್ಡ್‌ನಲ್ಲಿ ಬೀಟ್ ಪೊಲೀಸರ ಹೆಸರು, ಮೊಬೈಲ್ ಸಂಖ್ಯೆ, ಠಾಣೆಯ ಹೆಸರು ಹಾಗೂ ಇತರೆ ಮಾಹಿತಿಗಳು ಇರುತ್ತವೆ. <box>103 348 188 407</box>
photo-caption: ಮೈಸೂರು ನಗರಪಾಲಿಕೆ ಮೇಯರ್ ಸ್ಥಾನ ಅಲಂಕರಿಸಿದ ಮೈಸೂರು ನಗರಪಾಲಿಕೆ ಮೇಯರ್ ಅವರನ್ನು ಡಿ.ಪಿ.ಮಂಜುನಾಥ್ ಅವರನ್ನು ಶಾಸಕ ಎಲ್.ನಾಗೇಂದ್ರ, ಬಿಜೆಪಿ ಮೈಸೂರು ನಗರಾಧ್ಯಕ್ಷ ಡಾ.ಮಂಜುನಾಥ್ ಅಭಿನಂದಿಸಿದರು. <box>435 919 611 939</box>
headline: ಇಂದು ಶ್ರೀ ಸುಬ್ರಹ್ಮಣ್ಯ ಸೇವಾ ಸಮಿತಿಯಿಂದ ಷಷ್ಠಿ ಉತ್ಸವ <box>630 730 782 741</box>
protest-body-mid-1: ಪ್ರತಿಭಟನಾಕಾರರನ್ನುದ್ದೇಶಿಸಿ ಮಾತನಾಡಿದ ಸಂಘದ ಅಧ್ಯಕ್ಷರು, ಕಾರ್ಖಾನೆಯ ಆಡಳಿತ ಮಂಡಳಿ ನೌಕರರ ಹಿತ ಕಾಪಾಡಲು ವಿಫಲವಾಗಿದೆ. ಹೊರ ರಾಜ್ಯಕ್ಕೆ ವರ್ಗಾವಣೆ ಮಾಡುವ ಮೂಲಕ ಕಿರುಕುಳ ನೀಡಲಾಗುತ್ತಿದೆ ಎಂದು ದೂರಿದರು. <box>423 1195 573 1216</box>
column-divider <box>420 152 421 530</box>
headline: ಇಂದಿನಿಂದ ಸದಸ್ಯತ್ವ ನೋಂದಾಯಿಸಿ <box>103 675 238 689</box>
lead-headline-red: ಪ್ರತಿಭಾ ಕಾರಂಜಿ–ಕಲೋತ್ಸವ <box>515 116 702 140</box>
sub-headline: ಸಿಎಂ ಹೆಚ್.ಡಿ.ಕುಮಾರಸ್ವಾಮಿ ಉದ್ಘಾಟನೆ <box>486 555 573 564</box>
grant-credit: –ಅಭಿರಾಮ್ ಜಿ.ಶಂಕರ್, ಡಿಸಿ <box>741 330 804 339</box>
paragraph: ಮೈಸೂರು, ಡಿ.12(ಎಂಟಿವೈ)– ಸೌಲಭ್ಯ ಕಲ್ಪಿಸುವಲ್ಲಿ ಆಡಳಿತ ಮಂಡಳಿ ನಿರ್ಲಕ್ಷ್ಯ ವಹಿಸಿದೆ ಎಂದು ಆರೋಪಿಸಿ ಯುಬಿ ಸಂಸ್ಥೆ ನೌಕರರು ಬುಧವಾರ ಕಾರ್ಖಾನೆ ಆವರಣದಲ್ಲಿ ಪ್ರತಿಭಟನೆ ನಡೆಸಿದರು. ಮೈಸೂರಿನ ಕೆಆರ್‌ಎಸ್ ರಸ್ತೆಯಲ್ಲಿರುವ ಯುನೈಟೆಡ್ ಬ್ರೂವರೀಸ್ (ಯುಬಿ) ಕಾರ್ಖಾನೆ ಆವರಣದಲ್ಲಿ ಜಮಾಯಿಸಿದ ನೌಕರರು ಆಡಳಿತ ಮಂಡಳಿ ವಿರುದ್ಧ ಘೋಷಣೆ ಕೂಗಿದರು. <box>316 1040 420 1091</box>
article-brahmin-convention <box>316 535 624 765</box>
press-meet-photo <box>426 191 734 299</box>
mayor-felicitation-photo <box>425 772 622 918</box>
bullet-item <box>424 154 734 170</box>
paragraph: ಮೈಸೂರು, ಡಿ.12(ಎಂಎಂ)– ಮೈಸೂರು ಜಿಲ್ಲೆಯ ಬಿಪಿಎಲ್ ಪಡಿತರ ಚೀಟಿಗೆ ಸಂಬಂಧಿಸಿದಂತೆ ಈ ತಿಂಗಳಾಂತ್ಯಕ್ಕೆ 7 ಸಾವಿರದಷ್ಟು ಚೀಟಿಗಳನ್ನು ವಿಲೇವಾರಿ ಮಾಡುವ ಗುರಿ ಹೊಂದಲಾಗಿದೆ ಎಂದು ಆಹಾರ, ನಾಗರಿಕ ಸರಬರಾಜು ಹಾಗೂ ಗ್ರಾಹಕರ ವ್ಯವಹಾರಗಳ ಇಲಾಖೆ ಜಂಟಿ ನಿರ್ದೇಶಕ ಪಿ.ಶಿವಣ್ಣ ತಿಳಿಸಿದರು. ಮೈಸೂರು ಜಿಲ್ಲಾಧಿಕಾರಿ ಕಚೇರಿ ಸಭಾಂಗಣದಲ್ಲಿ ಬುಧವಾರ ಪತ್ರಿಕಾಗೋಷ್ಠಿಯಲ್ಲಿ ಮಾತನಾಡಿದ ಅವರು, ಪ್ರಸಕ್ತ ಸಾಲಿಗೆ ಸಂಬಂಧಿಸಿದಂತೆ ಸುಮಾರು 15 ಸಾವಿರ ಅರ್ಜಿಗಳು ಬಿಪಿಎಲ್ ಪಡಿತರ ಚೀಟಿಗಾಗಿ ಇಲಾಖೆಗೆ ಸಲ್ಲಿಕೆಯಾಗಿದ್ದವು ಎಂದರು. <box>103 155 310 192</box>
headline: ಖದೀಮನ ಬಂಧನ: 2 ದ್ವಿಚಕ್ರ ವಾಹನ ವಶ <box>630 664 775 677</box>
prize-credit: –ಬಿ.ಕೆ.ಬಸವರಾಜು, ಅಪರ ಆಯುಕ್ತರು, ಸಾರ್ವಜನಿಕ ಶಿಕ್ಷಣ ಇಲಾಖೆ, ಧಾರವಾಡ <box>605 353 732 359</box>
lead-col-3: ಮಾಡಲಾಗಿದೆ. ವಾಹನ ವ್ಯವಸ್ಥೆ ಕೂಡ ಮಾಡಲಾಗಿದೆ. ಸ್ಪರ್ಧೆಗಳು ನಡೆಯುವ ಸ್ಥಳಕ್ಕೆ ತೆರಳಲು ಬಸ್ ಸೌಲಭ್ಯ ಕಲ್ಪಿಸಲಾಗಿದೆ ಎಂದು ತಿಳಿಸಿದರು. ಸಮಾರೋಪ ಸಮಾರಂಭ ಡಿ.17ರಂದು ಸಂಜೆ ನಡೆಯಲಿದ್ದು, ವಿಜೇತರಿಗೆ ಬಹುಮಾನ ವಿತರಿಸಲಾಗುವುದು. ಜಿಲ್ಲಾ ಪಂಚಾಯತ್ ಸಿಇಓ ಕೆ.ಜ್ಯೋತಿ, ಡಿಡಿಪಿಐ ಮಮತಾ ಹಾಜರಿದ್ದರು. <box>633 364 733 415</box>
header-rule <box>272 113 842 115</box>
paragraph: ಖಚಿತ ಮಾಹಿತಿ ಮೇರೆಗೆ ಉದಯಗಿರಿ ಠಾಣೆ ಇನ್ಸ್‌ಪೆಕ್ಟರ್ ಪೂಣಚ್ಚ ನೇತೃತ್ವದಲ್ಲಿ ದಾಳಿ ನಡೆಸಿದ ಪೊಲೀಸರು ಆರೋಪಿಗಳನ್ನು ಬಂಧಿಸಿದ್ದಾರೆ. ಬಂಧಿತರಿಂದ ಇಸ್ಪೀಟ್ ಎಲೆಗಳನ್ನು ವಶಪಡಿಸಿಕೊಳ್ಳಲಾಗಿದೆ. ಪರಾರಿಯಾದ ಇತರರಿಗಾಗಿ ಶೋಧ ನಡೆಸಲಾಗುತ್ತಿದೆ. <box>630 595 840 617</box>
paragraph: ಮೈಸೂರು ಜಿಲ್ಲಾಧಿಕಾರಿ ಕಚೇರಿ ಸಭಾಂಗಣದಲ್ಲಿ ಬುಧವಾರ ಪತ್ರಿಕಾಗೋಷ್ಠಿಯಲ್ಲಿ ಮಾತನಾಡಿದ ಅವರು, 2018–19ನೇ ಸಾಲಿನ ಪ್ರತಿಭಾ ಕಾರಂಜಿ ಹಾಗೂ ಕಲೋತ್ಸವ ಸ್ಪರ್ಧೆಗಳನ್ನು ಕರ್ನಾಟಕ ರಾಜ್ಯ ಮುಕ್ತ ವಿಶ್ವವಿದ್ಯಾನಿಲಯದ ಆವರಣದಲ್ಲಿ ಆಯೋಜಿಸಲಾಗಿದೆ. ಜಿಲ್ಲಾಡಳಿತ ಹಾಗೂ ಸಾರ್ವಜನಿಕ ಶಿಕ್ಷಣ ಇಲಾಖೆ ಆಶ್ರಯದಲ್ಲಿ ಸ್ಪರ್ಧೆಗಳು ನಡೆಯಲಿವೆ ಎಂದು ಹೇಳಿದರು. <box>316 203 418 255</box>
article-ration-cards <box>103 117 310 309</box>
article-body <box>103 536 310 662</box>
issue-date: ಗುರುವಾರ 13 ಡಿಸೆಂಬರ್ 2018 <box>745 96 840 106</box>
lead-bullets <box>424 154 734 190</box>
article-body <box>103 348 310 481</box>
divider <box>316 993 842 995</box>
paragraph: ಮೈಸೂರು, ಡಿ.12(ಎಸ್‌ಎಂಪಿ)– ಮೈಸೂರಿನ ಉದಯಗಿರಿಯಲ್ಲಿ ಆರೋಗ್ಯ ಕೇಂದ್ರದ ಸಮೀಪ ಸಾರ್ವಜನಿಕ ಸ್ಥಳದಲ್ಲಿ ಜೂಜಾಟದಲ್ಲಿ ತೊಡಗಿದ್ದ ಐವರನ್ನು ಬಂಧಿಸಿರುವ ಪೊಲೀಸರು ಪಣಕ್ಕಿಟ್ಟಿದ್ದ ಸುಮಾರು 22,550 ರೂ. ನಗದನ್ನು ವಶಪಡಿಸಿಕೊಂಡಿದ್ದಾರೆ. ಮೈಸೂರಿನ ಶಾಂತಿನಗರ ನಿವಾಸಿಗಳಾದ ಶಬ್ಬೀರ್ (49), ಸಲೀಂ (45), ಇರ್ಫಾನ್ (35) ಬಂಧಿತರು. <box>630 565 840 594</box>
right-mid-column <box>630 535 840 771</box>
section-title: ಮೈಸೂರು ನಗರ <box>137 95 272 114</box>
protest-headline: ಆಡಳಿತ ಮಂಡಳಿ ಉದ್ದಟತನ ಖಂಡಿಸಿ ಯುಬಿ ಸಂಸ್ಥೆ ನೌಕರರ ಪ್ರತಿಭಟನೆ <box>366 997 792 1018</box>
bullet-icon: ● <box>424 172 436 183</box>
box-title-red: ಅಕ್ಕಿ ಭಾಗ್ಯ! <box>233 222 290 241</box>
left-column <box>103 117 310 795</box>
box-body: ನೋಂದಣಿ ಮಾಡಿಕೊಂಡಲ್ಲಿ ಎಪಿಎಲ್ ಕಾರ್ಡುದಾರರಿಗೂ ಅಕ್ಕಿ ನೀಡಲಾಗುವ ವ್ಯವಸ್ಥೆ ಇದೆ ಎಂದು ಆಹಾರ ಇಲಾಖೆ ಜಂಟಿ ನಿರ್ದೇಶಕ ಪಿ.ಶಿವಣ್ಣ ತಿಳಿಸಿದರು. ಏಕ ಸದಸ್ಯರ ಇರುವ ಎಪಿಎಲ್ ಕಾರ್ಡಿಗೆ 5 ಕೆಜಿ ಅಕ್ಕಿ, ಹಾಗೂ ಇಬ್ಬರಿಂದ 10 ಜನರಿದ್ದರೆ 10 ಕೆಜಿ 15 ರೂ.ದರದಲ್ಲಿ ನೀಡಲು ಅವಕಾಶವಿದೆ ಎಂದು ತಿಳಿಸಿದರು. <box>218 242 305 301</box>
headline: ಮೈಸೂರಲ್ಲಿ ಬೀಟ್ ಪೊಲೀಸರಿಂದ ನಾಗರಿಕರಿಗೆ ವಿಸಿಟಿಂಗ್ ಕಾರ್ಡ್ ವಿತರಣೆ <box>120 317 293 345</box>
divider <box>103 313 310 315</box>
quote-icon: ❝ <box>718 313 732 326</box>
